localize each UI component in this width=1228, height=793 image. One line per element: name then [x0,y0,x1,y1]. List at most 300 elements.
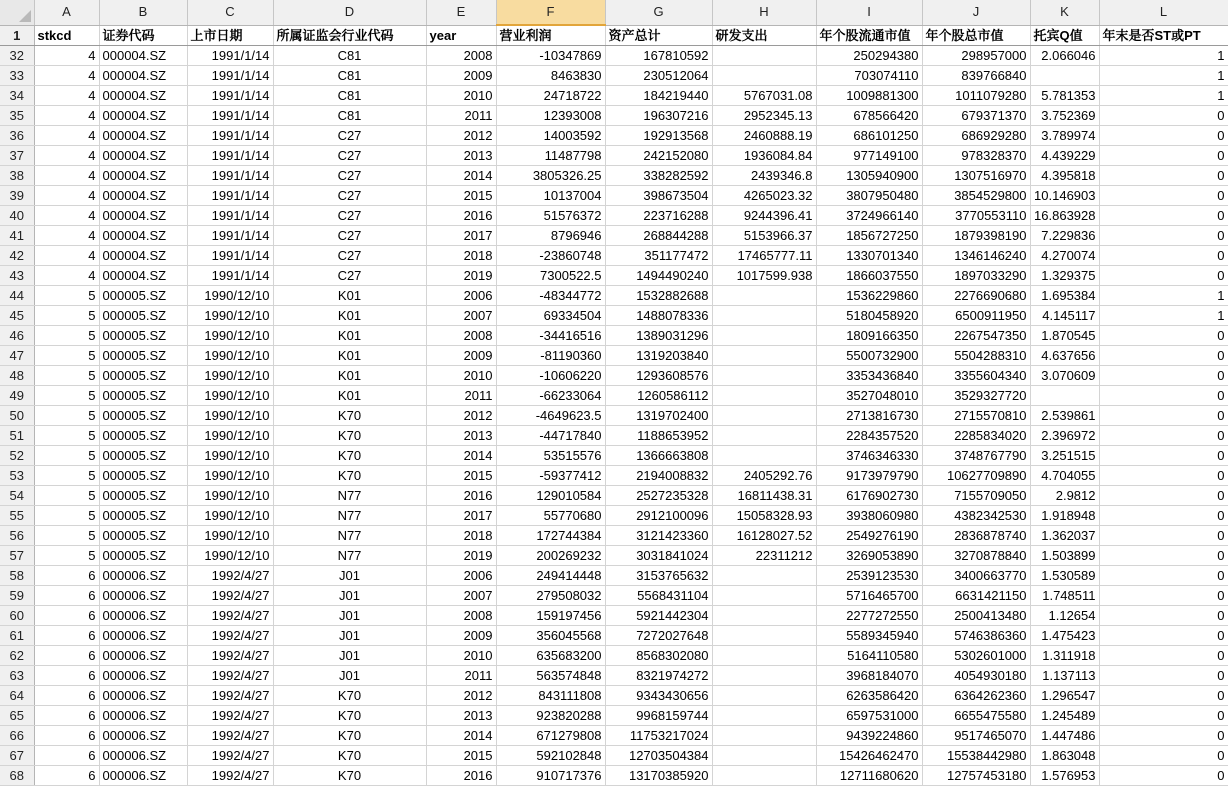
cell-l[interactable]: 1 [1099,86,1228,106]
cell-g[interactable]: 1319702400 [605,406,712,426]
cell-g[interactable]: 196307216 [605,106,712,126]
cell-l[interactable]: 0 [1099,226,1228,246]
cell-b[interactable]: 000004.SZ [99,246,187,266]
cell-b[interactable]: 000006.SZ [99,606,187,626]
cell-g[interactable]: 1494490240 [605,266,712,286]
cell-j[interactable]: 3529327720 [922,386,1030,406]
cell-d[interactable]: N77 [273,506,426,526]
cell-l[interactable]: 0 [1099,686,1228,706]
cell-b[interactable]: 000004.SZ [99,66,187,86]
cell-c[interactable]: 1992/4/27 [187,666,273,686]
cell-g[interactable]: 268844288 [605,226,712,246]
cell-h[interactable] [712,726,816,746]
cell-i[interactable]: 703074110 [816,66,922,86]
cell-b[interactable]: 000004.SZ [99,106,187,126]
cell-b[interactable]: 000005.SZ [99,346,187,366]
cell-l[interactable]: 0 [1099,106,1228,126]
cell-k[interactable] [1030,66,1099,86]
cell-e[interactable]: 2006 [426,566,496,586]
cell-f[interactable]: 10137004 [496,186,605,206]
select-all-corner[interactable] [0,0,34,25]
column-header-e[interactable]: E [426,0,496,25]
cell-l[interactable]: 1 [1099,66,1228,86]
cell-d[interactable]: J01 [273,646,426,666]
row-number[interactable]: 50 [0,406,34,426]
cell-a[interactable]: 4 [34,66,99,86]
cell-h[interactable] [712,686,816,706]
row-number[interactable]: 35 [0,106,34,126]
cell-f[interactable]: 563574848 [496,666,605,686]
cell-b[interactable]: 000006.SZ [99,646,187,666]
cell-l[interactable]: 0 [1099,386,1228,406]
cell-b[interactable]: 000005.SZ [99,386,187,406]
row-number[interactable]: 66 [0,726,34,746]
cell-e[interactable]: 2007 [426,586,496,606]
cell-k[interactable]: 1.863048 [1030,746,1099,766]
cell-i[interactable]: 3269053890 [816,546,922,566]
cell-c[interactable]: 1990/12/10 [187,546,273,566]
cell-g[interactable]: 338282592 [605,166,712,186]
row-number[interactable]: 37 [0,146,34,166]
cell-l[interactable]: 0 [1099,486,1228,506]
cell-a[interactable]: 4 [34,126,99,146]
cell-f[interactable]: 53515576 [496,446,605,466]
cell-j[interactable]: 3770553110 [922,206,1030,226]
cell-g[interactable]: 230512064 [605,66,712,86]
cell-j[interactable]: 3854529800 [922,186,1030,206]
cell-b[interactable]: 000005.SZ [99,326,187,346]
cell-i[interactable]: 3353436840 [816,366,922,386]
cell-k[interactable]: 1.530589 [1030,566,1099,586]
cell-l[interactable]: 0 [1099,526,1228,546]
cell-f[interactable]: 635683200 [496,646,605,666]
cell-f[interactable]: 129010584 [496,486,605,506]
cell-l[interactable]: 1 [1099,46,1228,66]
cell-f[interactable]: 69334504 [496,306,605,326]
field-header-cell[interactable]: 所属证监会行业代码 [273,25,426,46]
cell-e[interactable]: 2008 [426,46,496,66]
cell-d[interactable]: K01 [273,286,426,306]
row-number[interactable]: 42 [0,246,34,266]
cell-a[interactable]: 4 [34,226,99,246]
cell-a[interactable]: 6 [34,626,99,646]
cell-f[interactable]: -34416516 [496,326,605,346]
cell-c[interactable]: 1991/1/14 [187,246,273,266]
cell-i[interactable]: 5500732900 [816,346,922,366]
field-header-cell[interactable]: year [426,25,496,46]
cell-c[interactable]: 1992/4/27 [187,586,273,606]
cell-d[interactable]: K70 [273,466,426,486]
cell-d[interactable]: C27 [273,146,426,166]
cell-c[interactable]: 1991/1/14 [187,86,273,106]
cell-h[interactable]: 5153966.37 [712,226,816,246]
cell-h[interactable] [712,326,816,346]
cell-j[interactable]: 1897033290 [922,266,1030,286]
cell-k[interactable]: 1.576953 [1030,766,1099,786]
cell-k[interactable]: 1.503899 [1030,546,1099,566]
row-number[interactable]: 46 [0,326,34,346]
cell-k[interactable]: 4.145117 [1030,306,1099,326]
column-header-c[interactable]: C [187,0,273,25]
cell-c[interactable]: 1992/4/27 [187,566,273,586]
cell-c[interactable]: 1990/12/10 [187,366,273,386]
cell-a[interactable]: 5 [34,486,99,506]
field-header-cell[interactable]: 资产总计 [605,25,712,46]
cell-k[interactable]: 16.863928 [1030,206,1099,226]
row-number[interactable]: 38 [0,166,34,186]
cell-e[interactable]: 2012 [426,406,496,426]
cell-i[interactable]: 3527048010 [816,386,922,406]
cell-e[interactable]: 2012 [426,686,496,706]
row-number[interactable]: 39 [0,186,34,206]
cell-b[interactable]: 000004.SZ [99,126,187,146]
cell-a[interactable]: 5 [34,406,99,426]
cell-h[interactable]: 5767031.08 [712,86,816,106]
cell-i[interactable]: 12711680620 [816,766,922,786]
cell-h[interactable]: 16811438.31 [712,486,816,506]
cell-h[interactable] [712,706,816,726]
cell-f[interactable]: 8463830 [496,66,605,86]
cell-l[interactable]: 0 [1099,606,1228,626]
cell-g[interactable]: 1188653952 [605,426,712,446]
cell-d[interactable]: C81 [273,106,426,126]
cell-d[interactable]: K70 [273,426,426,446]
cell-j[interactable]: 2500413480 [922,606,1030,626]
cell-b[interactable]: 000005.SZ [99,466,187,486]
row-number[interactable]: 45 [0,306,34,326]
cell-f[interactable]: 24718722 [496,86,605,106]
cell-l[interactable]: 0 [1099,546,1228,566]
cell-f[interactable]: 279508032 [496,586,605,606]
cell-b[interactable]: 000005.SZ [99,486,187,506]
cell-j[interactable]: 5504288310 [922,346,1030,366]
cell-i[interactable]: 9173979790 [816,466,922,486]
cell-h[interactable]: 22311212 [712,546,816,566]
cell-a[interactable]: 6 [34,766,99,786]
cell-g[interactable]: 351177472 [605,246,712,266]
cell-b[interactable]: 000005.SZ [99,546,187,566]
cell-c[interactable]: 1992/4/27 [187,726,273,746]
field-header-cell[interactable]: 证券代码 [99,25,187,46]
cell-c[interactable]: 1990/12/10 [187,326,273,346]
cell-a[interactable]: 6 [34,606,99,626]
cell-l[interactable]: 1 [1099,286,1228,306]
cell-j[interactable]: 978328370 [922,146,1030,166]
cell-e[interactable]: 2011 [426,386,496,406]
cell-e[interactable]: 2008 [426,606,496,626]
cell-d[interactable]: J01 [273,606,426,626]
cell-e[interactable]: 2018 [426,246,496,266]
cell-l[interactable]: 1 [1099,306,1228,326]
cell-i[interactable]: 3968184070 [816,666,922,686]
row-number[interactable]: 54 [0,486,34,506]
cell-e[interactable]: 2017 [426,506,496,526]
cell-i[interactable]: 5716465700 [816,586,922,606]
cell-e[interactable]: 2006 [426,286,496,306]
cell-c[interactable]: 1991/1/14 [187,206,273,226]
cell-j[interactable]: 686929280 [922,126,1030,146]
cell-c[interactable]: 1990/12/10 [187,506,273,526]
cell-f[interactable]: 8796946 [496,226,605,246]
row-number[interactable]: 52 [0,446,34,466]
cell-k[interactable]: 2.539861 [1030,406,1099,426]
cell-i[interactable]: 2539123530 [816,566,922,586]
cell-a[interactable]: 5 [34,506,99,526]
row-number[interactable]: 65 [0,706,34,726]
cell-f[interactable]: -4649623.5 [496,406,605,426]
field-header-cell[interactable]: 年末是否ST或PT [1099,25,1228,46]
row-number[interactable]: 57 [0,546,34,566]
cell-e[interactable]: 2010 [426,86,496,106]
cell-h[interactable]: 2439346.8 [712,166,816,186]
cell-d[interactable]: K01 [273,366,426,386]
cell-e[interactable]: 2009 [426,66,496,86]
cell-b[interactable]: 000004.SZ [99,266,187,286]
cell-e[interactable]: 2015 [426,186,496,206]
cell-k[interactable]: 3.752369 [1030,106,1099,126]
cell-e[interactable]: 2010 [426,646,496,666]
cell-e[interactable]: 2016 [426,766,496,786]
field-header-cell[interactable]: 年个股流通市值 [816,25,922,46]
row-number[interactable]: 55 [0,506,34,526]
column-header-f[interactable]: F [496,0,605,25]
cell-g[interactable]: 1319203840 [605,346,712,366]
cell-b[interactable]: 000006.SZ [99,706,187,726]
cell-k[interactable]: 3.251515 [1030,446,1099,466]
cell-d[interactable]: J01 [273,566,426,586]
row-number[interactable]: 58 [0,566,34,586]
cell-d[interactable]: N77 [273,486,426,506]
cell-k[interactable]: 4.637656 [1030,346,1099,366]
cell-f[interactable]: 3805326.25 [496,166,605,186]
cell-l[interactable]: 0 [1099,246,1228,266]
cell-c[interactable]: 1991/1/14 [187,46,273,66]
row-number[interactable]: 41 [0,226,34,246]
cell-j[interactable]: 7155709050 [922,486,1030,506]
field-header-cell[interactable]: 研发支出 [712,25,816,46]
cell-f[interactable]: -44717840 [496,426,605,446]
cell-d[interactable]: J01 [273,626,426,646]
cell-h[interactable]: 2460888.19 [712,126,816,146]
cell-l[interactable]: 0 [1099,746,1228,766]
cell-h[interactable]: 1936084.84 [712,146,816,166]
cell-k[interactable]: 10.146903 [1030,186,1099,206]
cell-g[interactable]: 11753217024 [605,726,712,746]
cell-h[interactable] [712,366,816,386]
cell-j[interactable]: 10627709890 [922,466,1030,486]
cell-a[interactable]: 4 [34,246,99,266]
cell-h[interactable] [712,566,816,586]
cell-i[interactable]: 9439224860 [816,726,922,746]
cell-g[interactable]: 9343430656 [605,686,712,706]
cell-g[interactable]: 1293608576 [605,366,712,386]
cell-j[interactable]: 5746386360 [922,626,1030,646]
cell-g[interactable]: 2912100096 [605,506,712,526]
row-number[interactable]: 49 [0,386,34,406]
cell-d[interactable]: C81 [273,66,426,86]
cell-i[interactable]: 5589345940 [816,626,922,646]
cell-a[interactable]: 5 [34,306,99,326]
cell-a[interactable]: 5 [34,366,99,386]
cell-k[interactable]: 1.918948 [1030,506,1099,526]
cell-h[interactable] [712,386,816,406]
cell-g[interactable]: 184219440 [605,86,712,106]
cell-c[interactable]: 1991/1/14 [187,186,273,206]
cell-l[interactable]: 0 [1099,586,1228,606]
cell-b[interactable]: 000006.SZ [99,766,187,786]
cell-a[interactable]: 4 [34,46,99,66]
cell-g[interactable]: 3153765632 [605,566,712,586]
cell-h[interactable] [712,46,816,66]
cell-f[interactable]: -59377412 [496,466,605,486]
cell-h[interactable]: 1017599.938 [712,266,816,286]
cell-h[interactable]: 2405292.76 [712,466,816,486]
cell-i[interactable]: 1009881300 [816,86,922,106]
cell-l[interactable]: 0 [1099,326,1228,346]
cell-a[interactable]: 4 [34,86,99,106]
cell-e[interactable]: 2011 [426,666,496,686]
cell-h[interactable] [712,346,816,366]
cell-i[interactable]: 2713816730 [816,406,922,426]
cell-j[interactable]: 298957000 [922,46,1030,66]
cell-l[interactable]: 0 [1099,566,1228,586]
cell-i[interactable]: 1330701340 [816,246,922,266]
cell-g[interactable]: 223716288 [605,206,712,226]
cell-k[interactable]: 1.870545 [1030,326,1099,346]
cell-e[interactable]: 2008 [426,326,496,346]
cell-c[interactable]: 1990/12/10 [187,346,273,366]
cell-i[interactable]: 3746346330 [816,446,922,466]
cell-c[interactable]: 1992/4/27 [187,686,273,706]
row-number[interactable]: 67 [0,746,34,766]
cell-l[interactable]: 0 [1099,206,1228,226]
row-number[interactable]: 51 [0,426,34,446]
field-header-cell[interactable]: 上市日期 [187,25,273,46]
cell-l[interactable]: 0 [1099,646,1228,666]
row-number[interactable]: 40 [0,206,34,226]
column-header-j[interactable]: J [922,0,1030,25]
cell-e[interactable]: 2015 [426,746,496,766]
cell-i[interactable]: 3807950480 [816,186,922,206]
cell-g[interactable]: 8568302080 [605,646,712,666]
cell-b[interactable]: 000005.SZ [99,366,187,386]
cell-e[interactable]: 2018 [426,526,496,546]
cell-a[interactable]: 6 [34,746,99,766]
cell-d[interactable]: C27 [273,186,426,206]
cell-c[interactable]: 1990/12/10 [187,286,273,306]
cell-g[interactable]: 12703504384 [605,746,712,766]
cell-b[interactable]: 000005.SZ [99,406,187,426]
cell-h[interactable] [712,746,816,766]
cell-i[interactable]: 6176902730 [816,486,922,506]
cell-h[interactable] [712,626,816,646]
cell-c[interactable]: 1990/12/10 [187,406,273,426]
cell-b[interactable]: 000006.SZ [99,666,187,686]
cell-i[interactable]: 5180458920 [816,306,922,326]
cell-i[interactable]: 6263586420 [816,686,922,706]
cell-b[interactable]: 000006.SZ [99,746,187,766]
cell-i[interactable]: 15426462470 [816,746,922,766]
cell-j[interactable]: 1307516970 [922,166,1030,186]
cell-c[interactable]: 1991/1/14 [187,166,273,186]
cell-g[interactable]: 1488078336 [605,306,712,326]
cell-j[interactable]: 839766840 [922,66,1030,86]
cell-a[interactable]: 5 [34,526,99,546]
cell-k[interactable]: 1.695384 [1030,286,1099,306]
cell-a[interactable]: 5 [34,286,99,306]
cell-d[interactable]: C27 [273,246,426,266]
cell-c[interactable]: 1991/1/14 [187,266,273,286]
cell-i[interactable]: 1856727250 [816,226,922,246]
cell-d[interactable]: K70 [273,446,426,466]
cell-j[interactable]: 4382342530 [922,506,1030,526]
cell-i[interactable]: 250294380 [816,46,922,66]
cell-i[interactable]: 678566420 [816,106,922,126]
column-header-k[interactable]: K [1030,0,1099,25]
cell-c[interactable]: 1990/12/10 [187,486,273,506]
cell-e[interactable]: 2009 [426,346,496,366]
cell-f[interactable]: 7300522.5 [496,266,605,286]
cell-a[interactable]: 4 [34,166,99,186]
cell-k[interactable]: 1.329375 [1030,266,1099,286]
cell-h[interactable] [712,306,816,326]
cell-c[interactable]: 1990/12/10 [187,446,273,466]
cell-b[interactable]: 000005.SZ [99,526,187,546]
cell-k[interactable]: 1.475423 [1030,626,1099,646]
cell-d[interactable]: K70 [273,746,426,766]
cell-k[interactable] [1030,386,1099,406]
cell-c[interactable]: 1992/4/27 [187,766,273,786]
cell-j[interactable]: 2285834020 [922,426,1030,446]
row-number[interactable]: 36 [0,126,34,146]
cell-j[interactable]: 1011079280 [922,86,1030,106]
cell-e[interactable]: 2019 [426,546,496,566]
field-header-cell[interactable]: stkcd [34,25,99,46]
cell-b[interactable]: 000006.SZ [99,626,187,646]
cell-a[interactable]: 4 [34,266,99,286]
cell-f[interactable]: 356045568 [496,626,605,646]
cell-f[interactable]: -23860748 [496,246,605,266]
cell-d[interactable]: C81 [273,86,426,106]
cell-g[interactable]: 3121423360 [605,526,712,546]
cell-c[interactable]: 1991/1/14 [187,66,273,86]
cell-a[interactable]: 4 [34,206,99,226]
cell-j[interactable]: 6500911950 [922,306,1030,326]
cell-a[interactable]: 6 [34,586,99,606]
cell-j[interactable]: 679371370 [922,106,1030,126]
cell-e[interactable]: 2009 [426,626,496,646]
cell-h[interactable] [712,666,816,686]
cell-l[interactable]: 0 [1099,726,1228,746]
field-header-cell[interactable]: 营业利润 [496,25,605,46]
cell-i[interactable]: 3938060980 [816,506,922,526]
cell-l[interactable]: 0 [1099,366,1228,386]
cell-k[interactable]: 1.311918 [1030,646,1099,666]
cell-d[interactable]: K70 [273,686,426,706]
cell-d[interactable]: J01 [273,666,426,686]
cell-d[interactable]: K70 [273,726,426,746]
cell-d[interactable]: C27 [273,226,426,246]
cell-i[interactable]: 2549276190 [816,526,922,546]
cell-j[interactable]: 6364262360 [922,686,1030,706]
cell-d[interactable]: K01 [273,306,426,326]
cell-b[interactable]: 000005.SZ [99,446,187,466]
cell-g[interactable]: 8321974272 [605,666,712,686]
cell-f[interactable]: 200269232 [496,546,605,566]
cell-j[interactable]: 15538442980 [922,746,1030,766]
cell-l[interactable]: 0 [1099,666,1228,686]
cell-j[interactable]: 2715570810 [922,406,1030,426]
